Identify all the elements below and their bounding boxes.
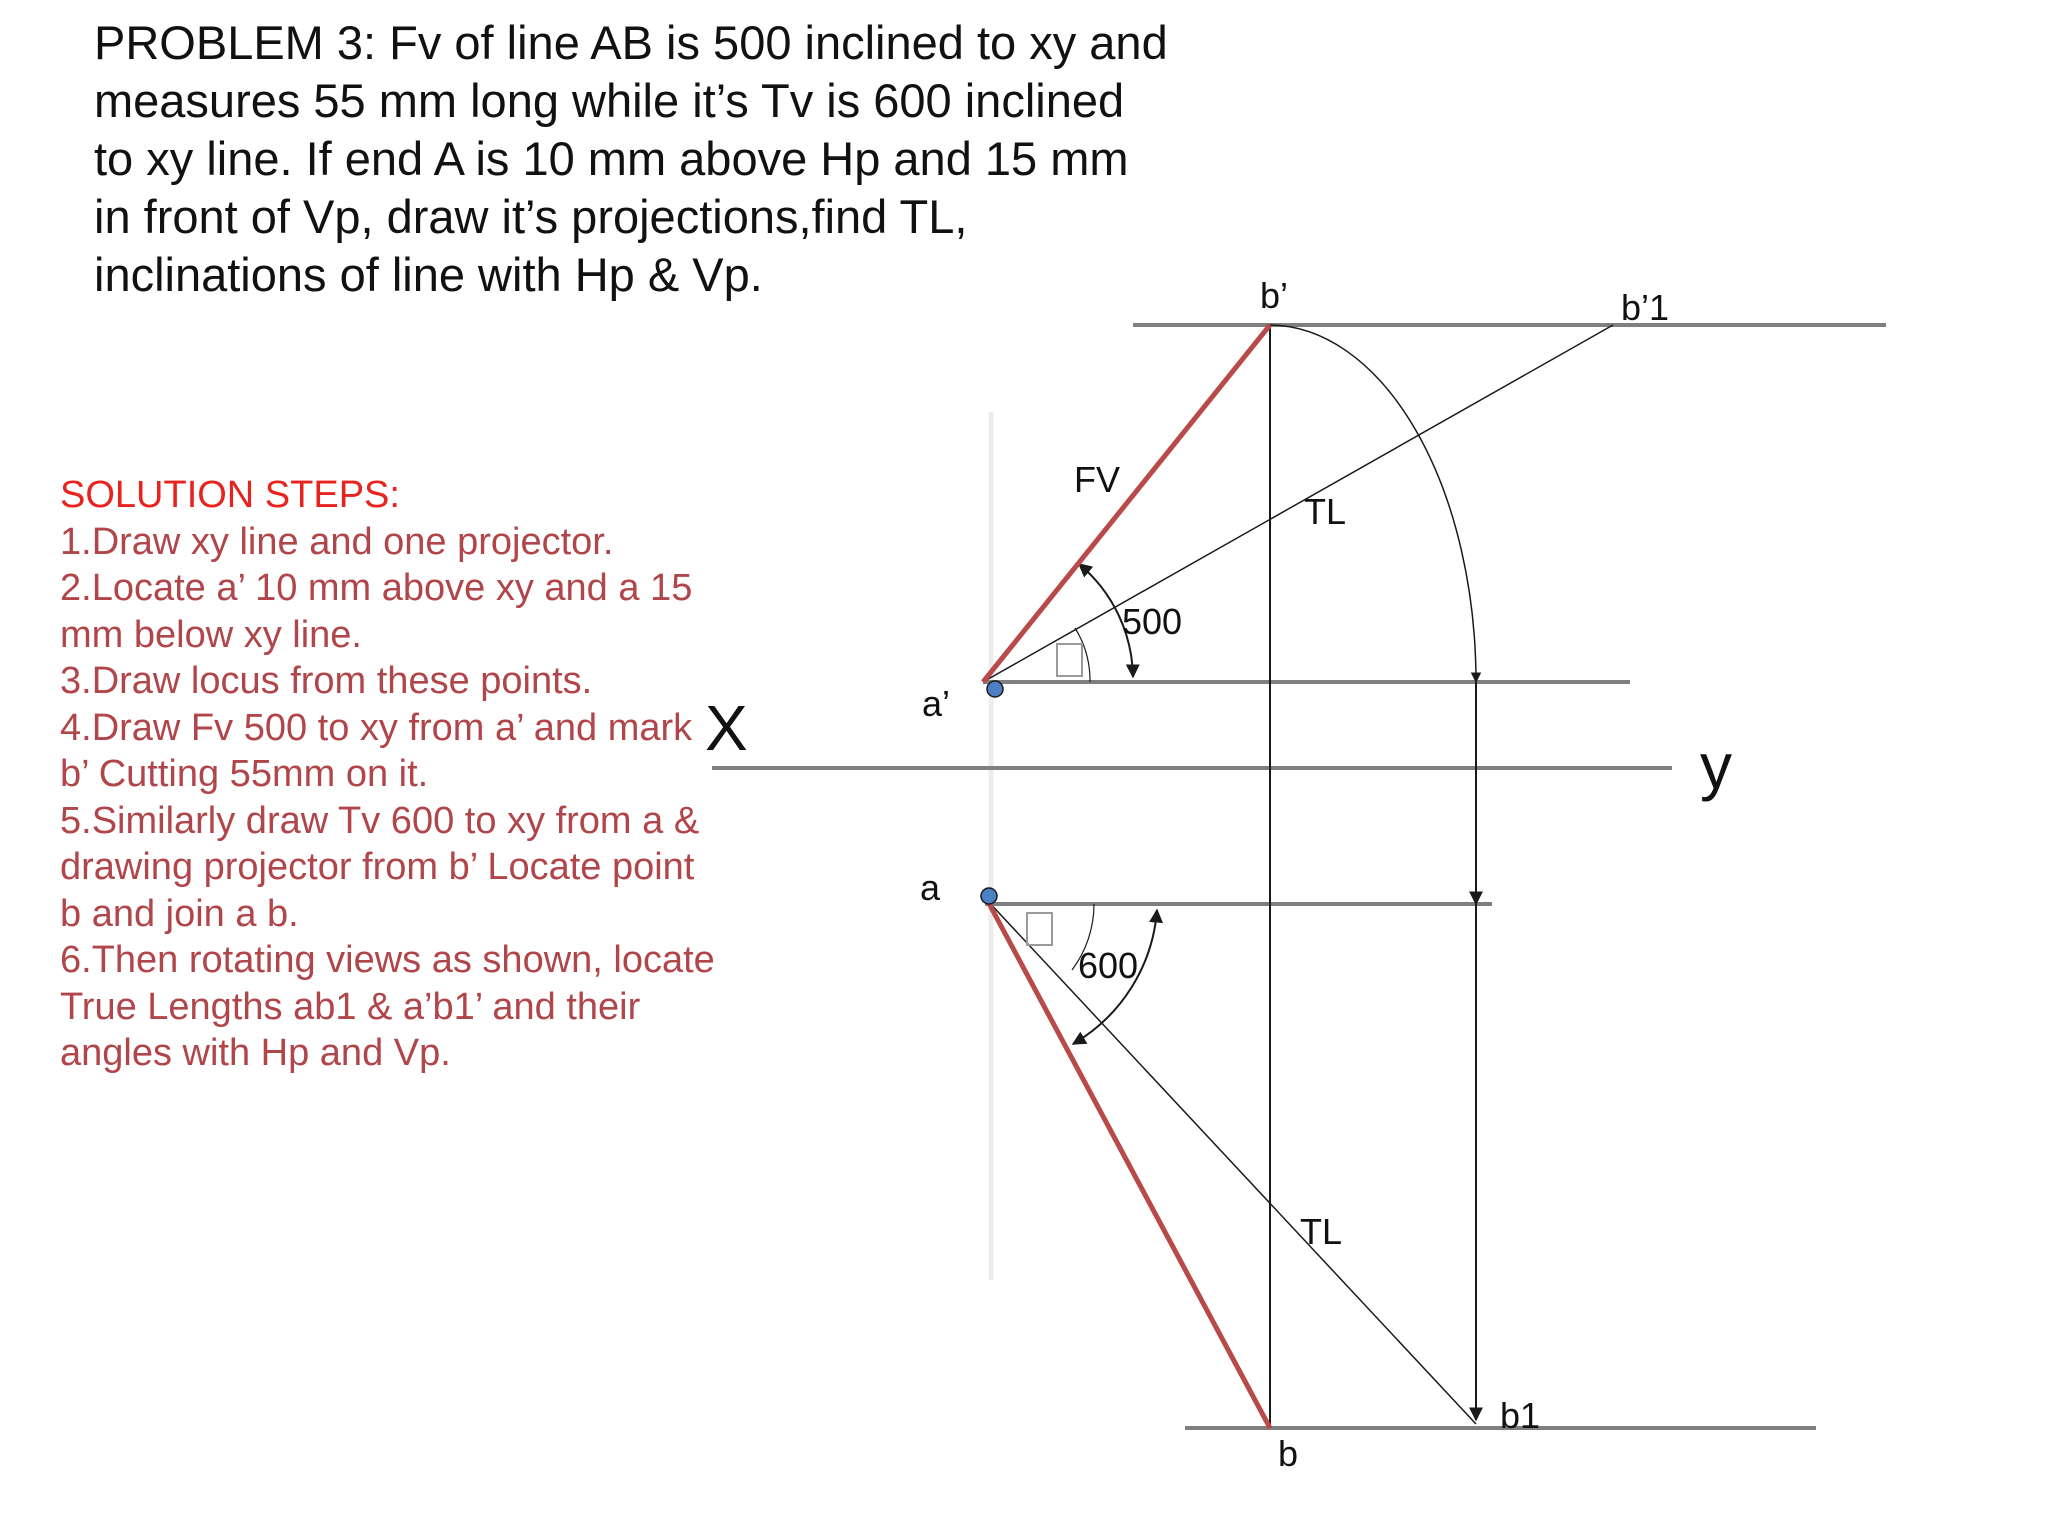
- fv-angle-label: 500: [1122, 601, 1183, 642]
- problem-statement: PROBLEM 3: Fv of line AB is 500 inclined to xy and measures 55 mm long while it’s Tv is 600 inclined to xy line. If end A is 10 mm above Hp and 15 mm in front of Vp, draw it’s projections,find TL, inclinations of line with Hp & Vp.: [94, 16, 1168, 301]
- fv-label: FV: [1074, 459, 1121, 500]
- point-label-a: a: [920, 867, 941, 908]
- rotation-arc: [1270, 325, 1476, 682]
- true-length-front-line: [983, 325, 1613, 682]
- point-label-b: b: [1278, 1433, 1299, 1474]
- point-label-b-prime-1: b’1: [1621, 287, 1670, 328]
- y-label: y: [1700, 730, 1732, 802]
- step-item: 5.Similarly draw Tv 600 to xy from a & drawing projector from b’ Locate point b and join a b.: [60, 799, 700, 935]
- solution-heading: SOLUTION STEPS:: [60, 474, 400, 516]
- step-item: 2.Locate a’ 10 mm above xy and a 15 mm below xy line.: [60, 567, 693, 656]
- x-label: X: [705, 692, 748, 764]
- step-item: 4.Draw Fv 500 to xy from a’ and mark b’ Cutting 55mm on it.: [60, 706, 693, 795]
- step-item: 6.Then rotating views as shown, locate True Lengths ab1 & a’b1’ and their angles with Hp and Vp.: [60, 939, 715, 1074]
- point-a: [981, 888, 997, 904]
- point-label-a-prime: a’: [922, 683, 951, 724]
- point-a-prime: [987, 681, 1003, 697]
- tl-top-label: TL: [1300, 1211, 1343, 1252]
- true-length-top-line: [985, 898, 1476, 1424]
- glyph-box: [1057, 644, 1082, 676]
- step-item: 1.Draw xy line and one projector.: [60, 520, 614, 563]
- tv-angle-label: 600: [1078, 945, 1139, 986]
- step-item: 3.Draw locus from these points.: [60, 660, 593, 702]
- point-label-b1: b1: [1500, 1395, 1541, 1436]
- point-label-b-prime: b’: [1260, 275, 1289, 316]
- glyph-box: [1027, 913, 1052, 945]
- tl-front-label: TL: [1304, 491, 1347, 532]
